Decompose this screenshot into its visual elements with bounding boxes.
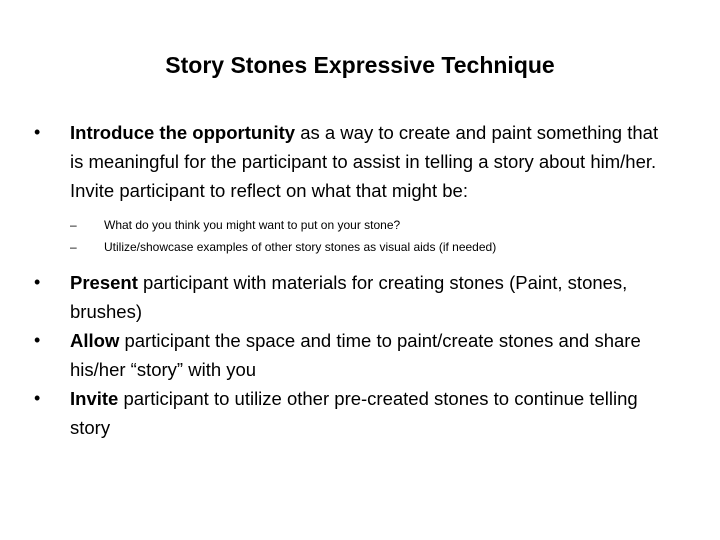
sub-item-text: What do you think you might want to put on your stone? bbox=[104, 218, 401, 232]
bullet-text: participant the space and time to paint/create stones and share his/her “story” with you bbox=[70, 330, 641, 380]
bullet-marker: • bbox=[34, 272, 41, 292]
sub-item bbox=[70, 214, 674, 236]
bullet-text: participant with materials for creating stones (Paint, stones, brushes) bbox=[70, 272, 628, 322]
dash-marker: – bbox=[70, 240, 77, 254]
bullet-item bbox=[34, 326, 674, 384]
bullet-bold-text: Invite bbox=[70, 388, 119, 409]
bullet-text: as a way to create and paint something that is meaningful for the participant to assist in telling a story about him/her. Invite participant to reflect on what that might be: bbox=[70, 122, 659, 201]
sub-item bbox=[70, 236, 674, 258]
sub-item-text: Utilize/showcase examples of other story stones as visual aids (if needed) bbox=[104, 240, 497, 254]
sub-list bbox=[34, 214, 674, 258]
bullet-bold-text: Introduce the opportunity bbox=[70, 122, 296, 143]
bullet-marker: • bbox=[34, 330, 41, 350]
bullet-item bbox=[34, 268, 674, 326]
bullet-marker: • bbox=[34, 122, 41, 142]
bullet-item bbox=[34, 118, 674, 205]
dash-marker: – bbox=[70, 218, 77, 232]
bullet-bold-text: Present bbox=[70, 272, 138, 293]
bullet-item bbox=[34, 384, 674, 442]
slide-content bbox=[34, 118, 674, 442]
slide-title: Story Stones Expressive Technique bbox=[165, 52, 555, 78]
bullet-bold-text: Allow bbox=[70, 330, 120, 351]
bullet-marker: • bbox=[34, 388, 41, 408]
bullet-text: participant to utilize other pre-created stones to continue telling story bbox=[70, 388, 638, 438]
